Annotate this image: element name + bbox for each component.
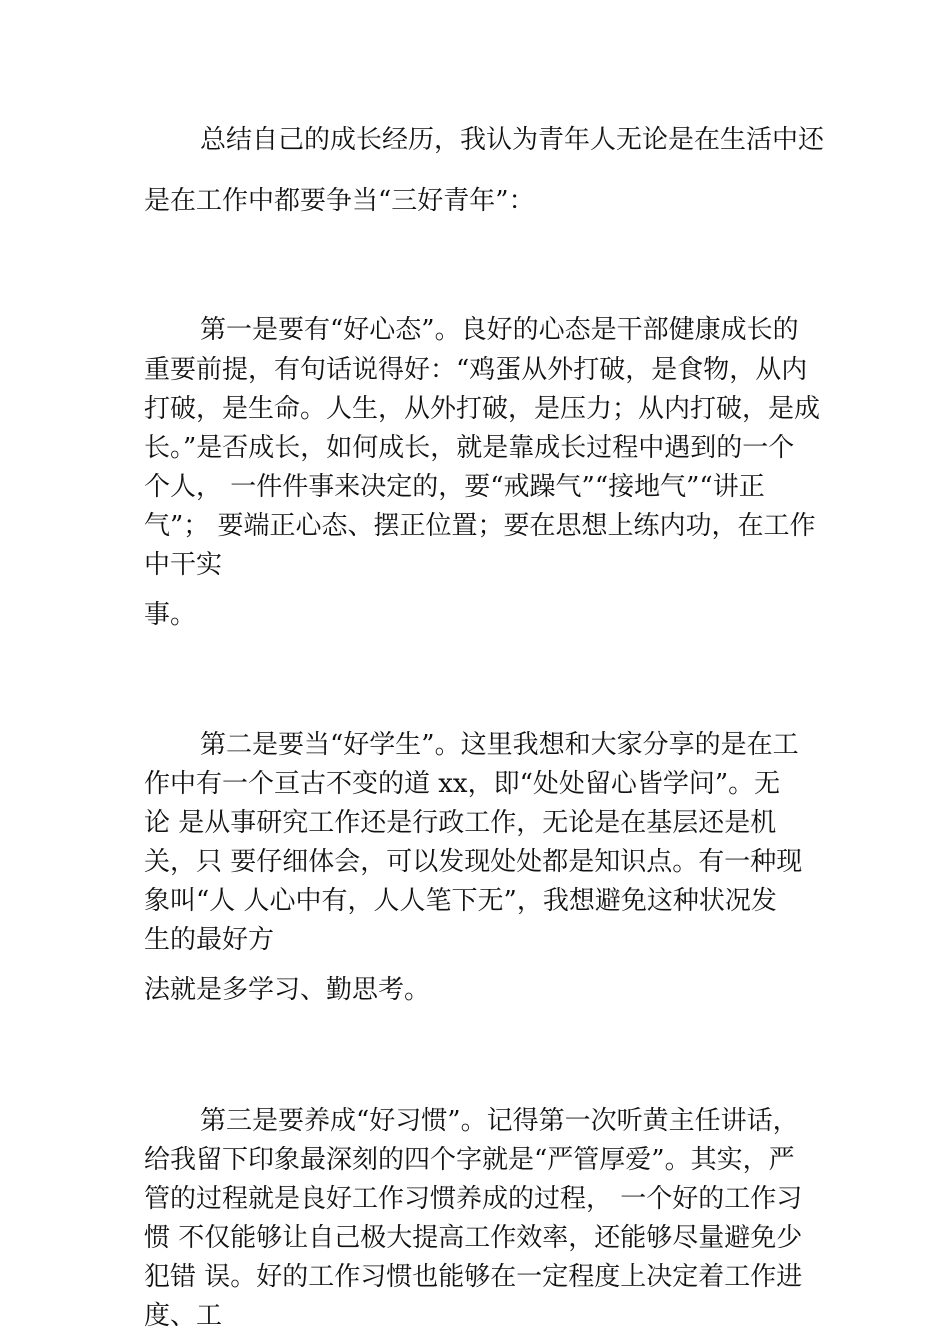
text-line: 生的最好方 xyxy=(144,925,275,955)
text-line: 度、工 xyxy=(144,1301,223,1331)
text-line: 事。 xyxy=(144,600,197,630)
text-line: 法就是多学习、勤思考。 xyxy=(144,975,431,1005)
text-line: 打破，是生命。人生，从外打破，是压力；从内打破，是成 xyxy=(144,394,821,424)
text-line: 犯错 误。好的工作习惯也能够在一定程度上决定着工作进 xyxy=(144,1262,803,1292)
text-line: 是在工作中都要争当“三好青年”： xyxy=(144,186,535,216)
text-line: 管的过程就是良好工作习惯养成的过程， 一个好的工作习 xyxy=(144,1184,803,1214)
text-line: 重要前提，有句话说得好：“鸡蛋从外打破，是食物，从内 xyxy=(144,355,808,385)
text-line: 第二是要当“好学生”。这里我想和大家分享的是在工 xyxy=(200,730,799,760)
text-line: 个人， 一件件事来决定的，要“戒躁气”“接地气”“讲正 xyxy=(144,472,765,502)
text-line: 第三是要养成“好习惯”。记得第一次听黄主任讲话， xyxy=(200,1106,799,1136)
text-line: 惯 不仅能够让自己极大提高工作效率，还能够尽量避免少 xyxy=(144,1223,803,1253)
text-line: 长。”是否成长，如何成长，就是靠成长过程中遇到的一个 xyxy=(144,433,795,463)
text-line: 总结自己的成长经历，我认为青年人无论是在生活中还 xyxy=(200,125,825,155)
text-line: 作中有一个亘古不变的道 xx，即“处处留心皆学问”。无 xyxy=(144,769,781,799)
text-line: 第一是要有“好心态”。良好的心态是干部健康成长的 xyxy=(200,315,799,345)
text-line: 中干实 xyxy=(144,550,223,580)
text-line: 象叫“人 人心中有，人人笔下无”，我想避免这种状况发 xyxy=(144,886,777,916)
text-line: 给我留下印象最深刻的四个字就是“严管厚爱”。其实，严 xyxy=(144,1145,795,1175)
text-line: 论 是从事研究工作还是行政工作，无论是在基层还是机 xyxy=(144,808,777,838)
text-line: 气”； 要端正心态、摆正位置；要在思想上练内功，在工作 xyxy=(144,511,816,541)
text-line: 关，只 要仔细体会，可以发现处处都是知识点。有一种现 xyxy=(144,847,803,877)
